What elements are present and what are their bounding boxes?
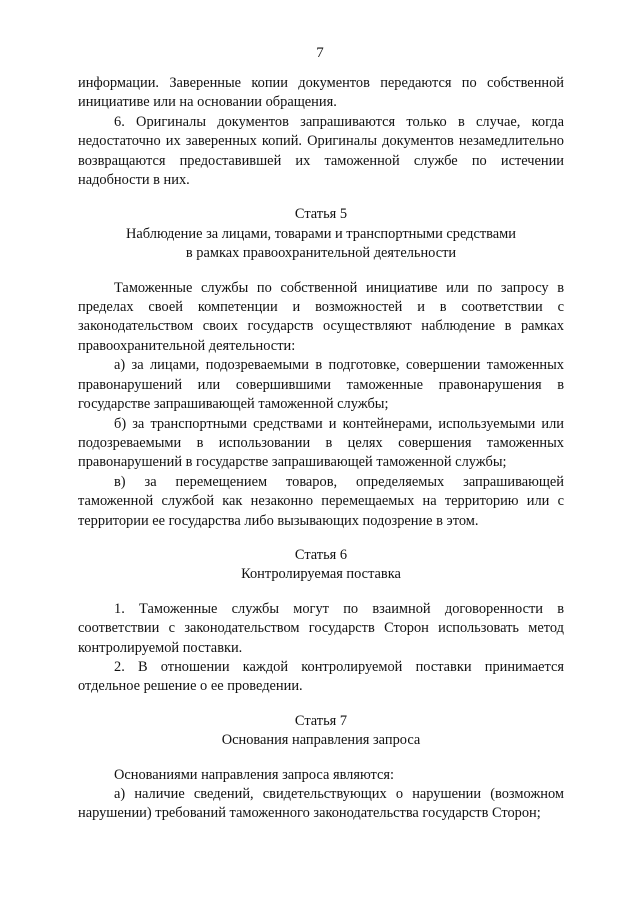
article-number: Статья 6 xyxy=(294,546,348,563)
article-title-line: Основания направления запроса xyxy=(221,732,421,749)
article-title-line: в рамках правоохранительной деятельности xyxy=(185,245,457,262)
paragraph: Таможенные службы по собственной инициативе или по запросу в пределах своей компетенции и возможностей и в соответствии с законодательством своих государств осуществляют наблюдение в рамках правоохранительной деятельности: xyxy=(78,279,564,354)
paragraph: 2. В отношении каждой контролируемой поставки принимается отдельное решение о ее проведении. xyxy=(78,658,564,695)
paragraph: а) за лицами, подозреваемыми в подготовке, совершении таможенных правонарушений или совершившими таможенные правонарушения в государстве запрашивающей таможенной службы; xyxy=(78,357,564,413)
article-title xyxy=(78,565,564,584)
paragraph: информации. Заверенные копии документов передаются по собственной инициативе или на основании обращения. xyxy=(78,75,564,111)
article-title xyxy=(78,225,564,264)
paragraph: в) за перемещением товаров, определяемых запрашивающей таможенной службой как незаконно перемещаемых на территорию или с территории ее государства либо вызывающих подозрение в этом. xyxy=(78,473,564,529)
paragraph: 1. Таможенные службы могут по взаимной договоренности в соответствии с законодательством государств Сторон использовать метод контролируемой поставки. xyxy=(78,600,564,656)
article-title-line: Контролируемая поставка xyxy=(241,566,401,583)
article-number: Статья 5 xyxy=(294,206,348,223)
paragraph: Основаниями направления запроса являются: xyxy=(114,766,395,783)
paragraph: 6. Оригиналы документов запрашиваются только в случае, когда недостаточно их заверенных копий. Оригиналы документов незамедлительно возвращаются предоставившей их таможенной службе по истечении надобности в них. xyxy=(78,113,564,189)
document-body xyxy=(78,74,564,824)
paragraph: б) за транспортными средствами и контейнерами, используемыми или подозреваемыми в использовании в целях совершения таможенных правонарушений в государстве запрашивающей таможенной службы; xyxy=(78,415,564,471)
page-number: 7 xyxy=(316,45,324,61)
article-number: Статья 7 xyxy=(294,712,348,729)
article-title xyxy=(78,731,564,750)
paragraph: а) наличие сведений, свидетельствующих о нарушении (возможном нарушении) требований таможенного законодательства государств Сторон; xyxy=(78,786,564,822)
article-title-line: Наблюдение за лицами, товарами и транспортными средствами xyxy=(126,225,516,242)
